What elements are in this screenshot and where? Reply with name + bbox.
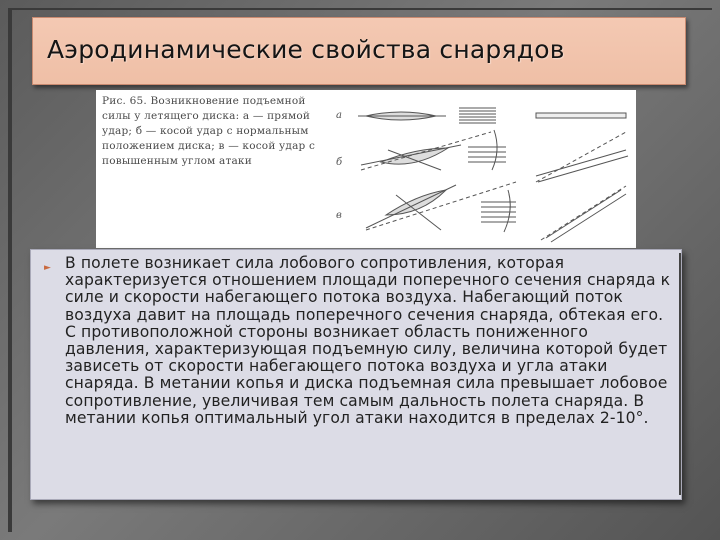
row-label-a: а — [336, 110, 342, 121]
figure-image — [96, 90, 636, 248]
body-paragraph: В полете возникает сила лобового сопротивления, которая характеризуется отношением площади поперечного сечения снаряда к силе и скорости набегающего потока воздуха. Набегающий поток воздуха давит на площадь поперечного сечения снаряда, обтекая его. С противоположной стороны возникает область пониженного давления, характеризующая подъемную силу, величина которой будет зависеть от скорости набегающего потока воздуха и угла атаки снаряда. В метании копья и диска подъемная сила превышает лобовое сопротивление, увеличивая тем самым дальность полета снаряда. В метании копья оптимальный угол атаки находится в пределах 2-10°. — [65, 254, 671, 427]
slide-title: Аэродинамические свойства снарядов — [47, 35, 565, 64]
body-text-box — [30, 249, 682, 500]
lift-diagram — [96, 90, 636, 248]
figure-caption: Рис. 65. Возникновение подъемной силы у летящего диска: а — прямой удар; б — косой удар с нормальным положением диска; в — косой удар с повышенным углом атаки — [102, 95, 316, 167]
row-label-b: б — [336, 157, 343, 168]
row-label-c: в — [336, 210, 342, 221]
arrow-bullet-icon: ► — [44, 263, 51, 273]
title-box — [32, 17, 686, 85]
text-box-right-rule — [679, 253, 681, 495]
